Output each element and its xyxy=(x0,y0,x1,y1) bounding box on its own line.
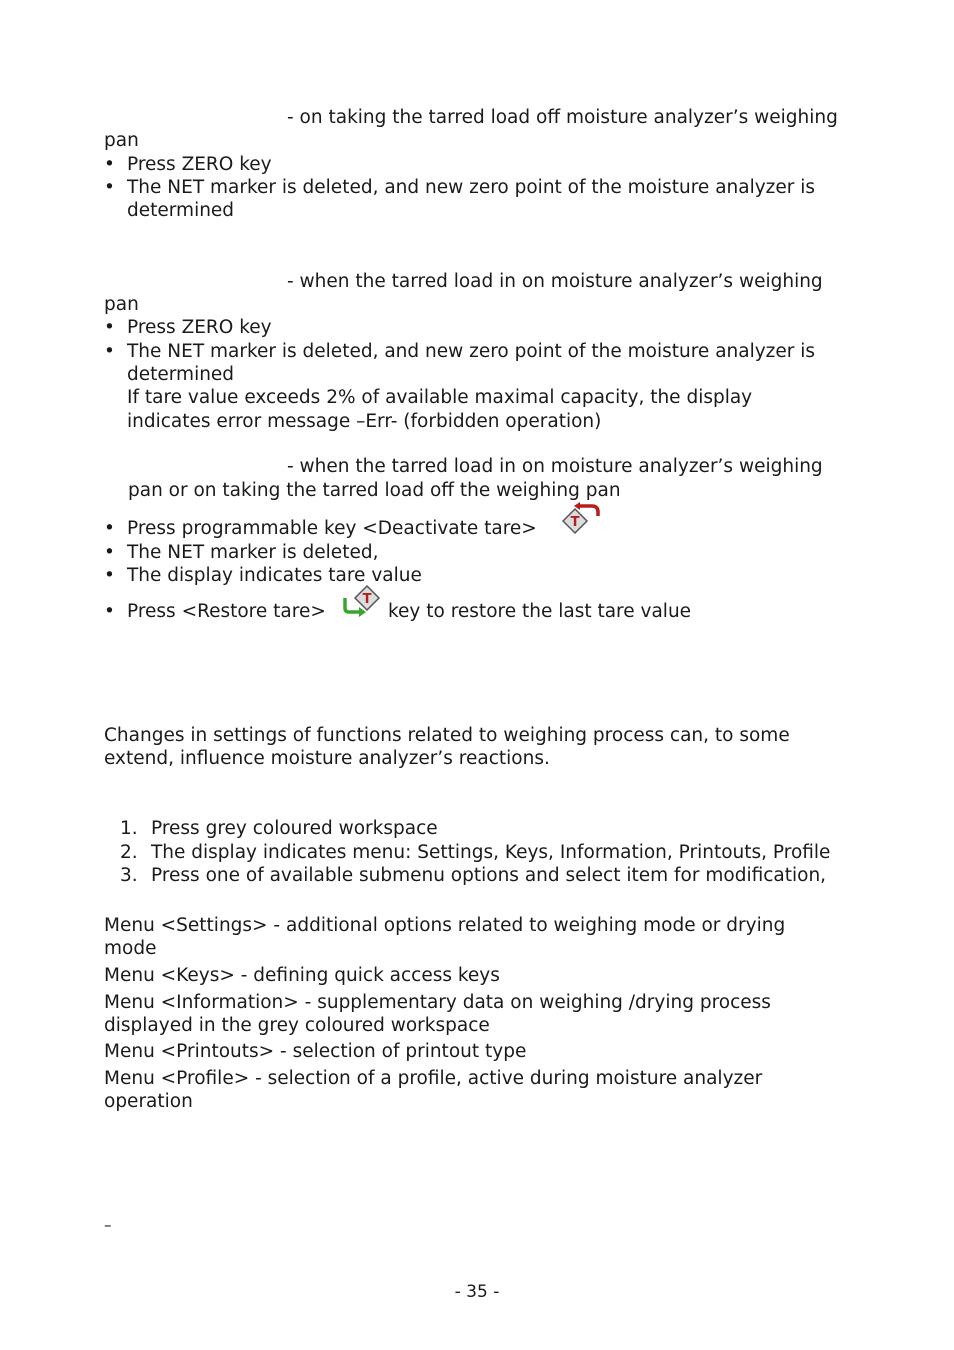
section1-heading: - on taking the tarred load off moisture analyzer’s weighing xyxy=(287,107,838,128)
section3-heading: - when the tarred load in on moisture analyzer’s weighing xyxy=(287,456,823,477)
menu-profile-desc-wrap: operation xyxy=(104,1091,193,1112)
menu-keys-desc: Menu <Keys> - defining quick access keys xyxy=(104,965,500,986)
settings-intro-line1: Changes in settings of functions related to weighing process can, to some xyxy=(104,725,790,746)
stray-dash: – xyxy=(104,1216,112,1234)
deactivate-tare-icon xyxy=(562,502,604,544)
menu-settings-desc-wrap: mode xyxy=(104,938,157,959)
restore-tare-icon xyxy=(341,584,383,626)
svg-text:T: T xyxy=(362,592,372,607)
menu-profile-desc: Menu <Profile> - selection of a profile, active during moisture analyzer xyxy=(104,1068,763,1089)
list-item-continuation: determined xyxy=(127,364,235,385)
svg-text:T: T xyxy=(570,515,580,530)
menu-settings-desc: Menu <Settings> - additional options related to weighing mode or drying xyxy=(104,915,786,936)
menu-printouts-desc: Menu <Printouts> - selection of printout type xyxy=(104,1041,527,1062)
section3-heading-wrap: pan or on taking the tarred load off the weighing pan xyxy=(128,480,621,501)
menu-information-desc-wrap: displayed in the grey coloured workspace xyxy=(104,1015,490,1036)
section2-heading-wrap: pan xyxy=(104,294,139,315)
error-note-line1: If tare value exceeds 2% of available maximal capacity, the display xyxy=(127,387,753,408)
settings-intro-line2: extend, influence moisture analyzer’s reactions. xyxy=(104,748,550,769)
list-item-continuation: determined xyxy=(127,200,235,221)
section1-heading-wrap: pan xyxy=(104,130,139,151)
error-note-line2: indicates error message –Err- (forbidden operation) xyxy=(127,411,602,432)
section2-heading: - when the tarred load in on moisture analyzer’s weighing xyxy=(287,271,823,292)
page-number: - 35 - xyxy=(454,1282,500,1302)
menu-information-desc: Menu <Information> - supplementary data on weighing /drying process xyxy=(104,992,771,1013)
